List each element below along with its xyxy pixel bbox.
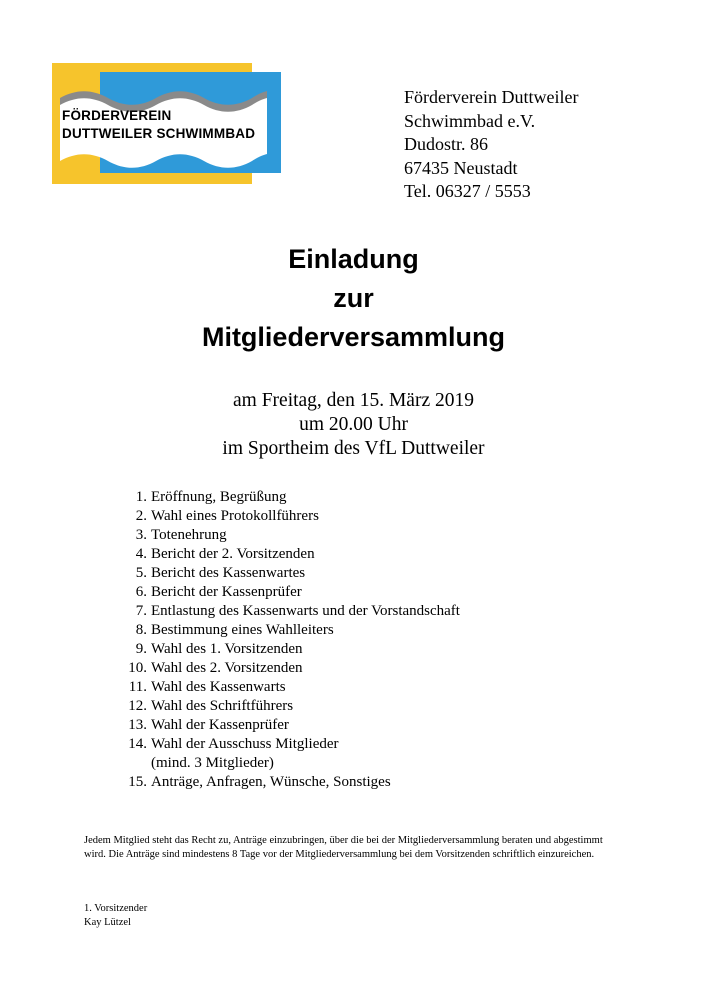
agenda-item-text: Totenehrung [151,527,227,543]
club-logo-line1: FÖRDERVEREIN [62,108,172,123]
agenda-item-text: Wahl des 2. Vorsitzenden [151,660,303,676]
address-line: Schwimmbad e.V. [404,110,536,131]
title-line-2: zur [333,283,374,313]
agenda-item-number: 10. [128,660,147,676]
signature-role: 1. Vorsitzender [84,903,148,914]
agenda-item-number: 7. [135,603,147,619]
document-title [0,240,707,357]
event-time: um 20.00 Uhr [299,414,408,435]
agenda-item [128,678,460,697]
agenda-item-text: Bestimmung eines Wahlleiters [151,622,334,638]
agenda-item [128,773,460,792]
address-line: Tel. 06327 / 5553 [404,181,531,201]
agenda-item-text: Wahl der Kassenprüfer [151,717,289,733]
agenda-item [128,583,460,602]
agenda-item-text: Bericht der 2. Vorsitzenden [151,546,315,562]
agenda-item-number: 8. [135,622,147,638]
club-logo [52,63,281,184]
agenda-item-number: 5. [135,565,147,581]
agenda-item-number: 1. [135,489,147,505]
club-logo-line2: DUTTWEILER SCHWIMMBAD [62,126,256,141]
agenda-item [128,621,460,640]
event-details [0,389,707,461]
agenda-item-text: Wahl des Schriftführers [151,698,294,714]
agenda-item-text: Bericht des Kassenwartes [151,565,306,581]
agenda-item-text: Wahl der Ausschuss Mitglieder [151,736,339,752]
agenda-item [128,507,460,526]
agenda-item-text: Wahl des Kassenwarts [151,679,286,695]
agenda-item [128,526,460,545]
title-line-3: Mitgliederversammlung [201,322,506,352]
notice-text: Jedem Mitglied steht das Recht zu, Anträge einzubringen, über die bei der Mitgliederversammlung beraten und abgestimmt wird. Die Anträge sind mindestens 8 Tage vor der Mitgliederversammlung bei dem Vorsitzenden schriftlich einzureichen. [84,835,603,860]
agenda-item-number: 2. [135,508,147,524]
event-date: am Freitag, den 15. März 2019 [233,390,474,411]
agenda-item-continuation: (mind. 3 Mitglieder) [151,755,274,771]
agenda-item-text: Eröffnung, Begrüßung [151,489,287,505]
agenda-item-number: 13. [128,717,147,733]
event-place: im Sportheim des VfL Duttweiler [222,438,485,459]
agenda-item [128,754,460,773]
agenda-item-text: Wahl eines Protokollführers [151,508,319,524]
agenda-item-number: 6. [135,584,147,600]
agenda-item-number: 14. [128,736,147,752]
agenda-item-text: Entlastung des Kassenwarts und der Vorstandschaft [151,603,460,619]
agenda-item-number: 9. [135,641,147,657]
agenda-item [128,735,460,754]
agenda-item-number: 12. [128,698,147,714]
agenda-item [128,564,460,583]
agenda-item [128,697,460,716]
agenda-item-number: 15. [128,774,147,790]
signature-block [84,902,147,930]
address-line: 67435 Neustadt [404,157,518,178]
agenda-item-text: Wahl des 1. Vorsitzenden [151,641,303,657]
agenda-item-number: 4. [135,546,147,562]
agenda-item [128,640,460,659]
agenda-item [128,659,460,678]
title-line-1: Einladung [288,244,419,274]
agenda-item [128,602,460,621]
address-line: Dudostr. 86 [404,134,489,154]
agenda-list [128,488,460,792]
agenda-item [128,716,460,735]
signature-name: Kay Lützel [84,917,131,928]
club-logo-text [62,107,255,143]
agenda-item-number: 11. [128,679,147,695]
address-line: Förderverein Duttweiler [404,87,579,107]
sender-address [404,86,578,204]
agenda-item-text: Anträge, Anfragen, Wünsche, Sonstiges [151,774,391,790]
agenda-item-text: Bericht der Kassenprüfer [151,584,302,600]
agenda-item [128,545,460,564]
agenda-item-number: 3. [135,527,147,543]
agenda-item [128,488,460,507]
